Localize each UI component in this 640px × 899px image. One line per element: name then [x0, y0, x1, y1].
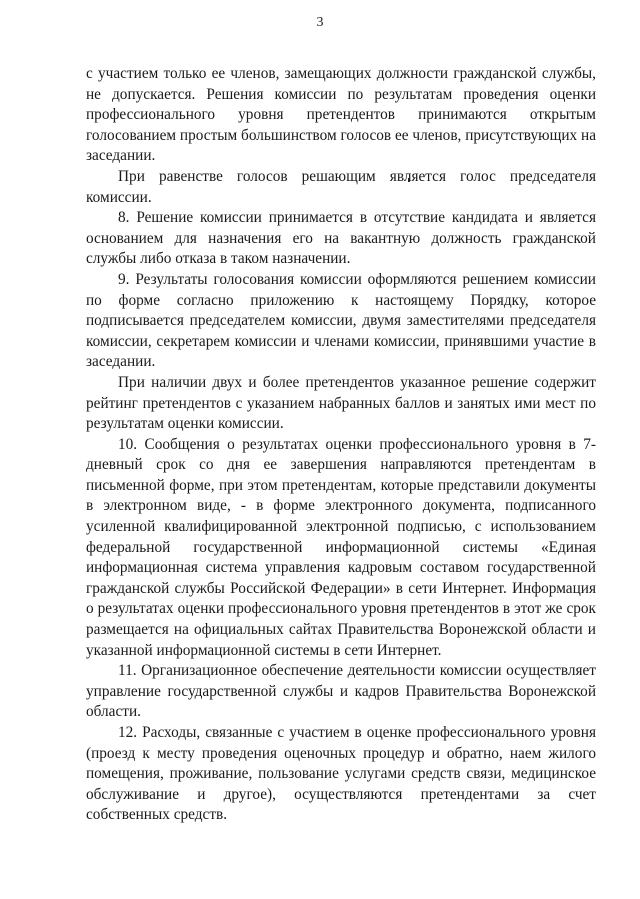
paragraph-item-8: 8. Решение комиссии принимается в отсутствие кандидата и является основанием для назначения его на вакантную должность гражданской службы либо отказа в таком назначении. [86, 209, 596, 268]
document-body [86, 64, 596, 826]
paragraph-item-12: 12. Расходы, связанные с участием в оценке профессионального уровня (проезд к месту проведения оценочных процедур и обратно, наем жилого помещения, проживание, пользование услугами средств связи, медицинское обслуживание и другое), осуществляются претендентами за счет собственных средств. [86, 724, 596, 824]
paragraph-item-9: 9. Результаты голосования комиссии оформляются решением комиссии по форме согласно приложению к настоящему Порядку, которое подписывается председателем комиссии, двумя заместителями председателя комиссии, секретарем комиссии и членами комиссии, принявшими участие в заседании. [86, 270, 596, 371]
paragraph-rating: При наличии двух и более претендентов указанное решение содержит рейтинг претендентов с указанием набранных баллов и занятых ими мест по результатам оценки комиссии. [86, 373, 596, 433]
paragraph-item-11: 11. Организационное обеспечение деятельности комиссии осуществляет управление государственной службы и кадров Правительства Воронежской области. [86, 662, 596, 721]
paragraph-tie-vote: При равенстве голосов решающим является голос председателя комиссии. [86, 167, 596, 206]
paragraph-item-10: 10. Сообщения о результатах оценки профессионального уровня в 7-дневный срок со дня ее завершения направляются претендентам в письменной форме, при этом претендентам, которые представили документы в электронном виде, - в форме электронного документа, подписанного усиленной квалифицированной электронной подписью, с использованием федеральной государственной информационной системы «Единая информационная система управления кадровым составом государственной гражданской службы Российской Федерации» в сети Интернет. Информация о результатах оценки профессионального уровня претендентов в этот же срок размещается на официальных сайтах Правительства Воронежской области и указанной информационной системы в сети Интернет. [86, 435, 596, 659]
paragraph-voting-rules: с участием только ее членов, замещающих должности гражданской службы, не допускается. Решения комиссии по результатам проведения оценки профессионального уровня претендентов принимаются открытым голосованием простым большинством голосов ее членов, присутствующих на заседании. [86, 65, 596, 165]
page-number: 3 [316, 15, 324, 30]
